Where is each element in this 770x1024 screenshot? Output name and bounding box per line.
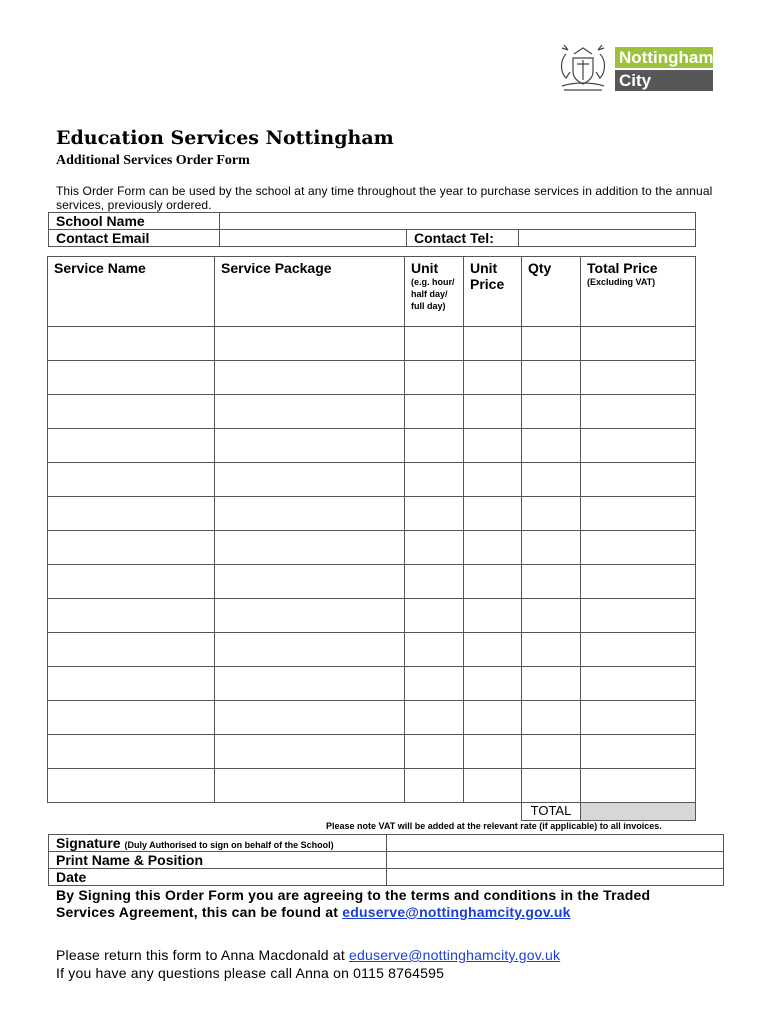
- qty-cell[interactable]: [522, 361, 581, 395]
- unit-cell[interactable]: [405, 633, 464, 667]
- qty-cell[interactable]: [522, 565, 581, 599]
- total-price-cell[interactable]: [581, 395, 696, 429]
- unit-price-cell[interactable]: [464, 531, 522, 565]
- qty-cell[interactable]: [522, 429, 581, 463]
- total-value-field[interactable]: [581, 803, 696, 821]
- service-package-cell[interactable]: [215, 463, 405, 497]
- contact-tel-field[interactable]: [519, 230, 696, 247]
- return-instructions: [56, 946, 560, 982]
- service-name-cell[interactable]: [48, 769, 215, 803]
- unit-cell[interactable]: [405, 429, 464, 463]
- total-price-cell[interactable]: [581, 327, 696, 361]
- table-row: [48, 769, 696, 803]
- table-row: [48, 497, 696, 531]
- print-name-label: Print Name & Position: [49, 852, 387, 869]
- unit-cell[interactable]: [405, 667, 464, 701]
- unit-price-cell[interactable]: [464, 701, 522, 735]
- header-total-price: Total Price (Excluding VAT): [581, 257, 696, 327]
- total-price-cell[interactable]: [581, 463, 696, 497]
- table-row: [48, 735, 696, 769]
- contact-email-field[interactable]: [220, 230, 407, 247]
- unit-price-cell[interactable]: [464, 565, 522, 599]
- qty-cell[interactable]: [522, 667, 581, 701]
- unit-price-cell[interactable]: [464, 633, 522, 667]
- table-row: [48, 599, 696, 633]
- agreement-line-2: Services Agreement, this can be found at eduserve@nottinghamcity.gov.uk: [56, 904, 571, 920]
- header-qty: Qty: [522, 257, 581, 327]
- header-total-price-sub: (Excluding VAT): [587, 277, 656, 287]
- intro-text: This Order Form can be used by the school at any time throughout the year to purchase services in addition to the annual services, previously ordered.: [56, 184, 713, 212]
- total-price-cell[interactable]: [581, 599, 696, 633]
- signature-table: [48, 834, 724, 886]
- service-name-cell[interactable]: [48, 599, 215, 633]
- unit-cell[interactable]: [405, 531, 464, 565]
- qty-cell[interactable]: [522, 463, 581, 497]
- service-name-cell[interactable]: [48, 565, 215, 599]
- print-name-field[interactable]: [387, 852, 724, 869]
- service-package-cell[interactable]: [215, 497, 405, 531]
- service-name-cell[interactable]: [48, 633, 215, 667]
- service-package-cell[interactable]: [215, 361, 405, 395]
- unit-price-cell[interactable]: [464, 735, 522, 769]
- total-price-cell[interactable]: [581, 667, 696, 701]
- form-subtitle: Additional Services Order Form: [56, 153, 250, 168]
- table-row: [48, 531, 696, 565]
- service-name-cell[interactable]: [48, 395, 215, 429]
- unit-cell[interactable]: [405, 599, 464, 633]
- table-row: [48, 463, 696, 497]
- signature-sublabel: (Duly Authorised to sign on behalf of the School): [124, 840, 334, 850]
- table-row: [48, 701, 696, 735]
- service-package-cell[interactable]: [215, 395, 405, 429]
- service-name-cell[interactable]: [48, 327, 215, 361]
- service-package-cell[interactable]: [215, 633, 405, 667]
- document-title: Education Services Nottingham: [56, 127, 394, 149]
- logo-line-2: City Council: [615, 70, 713, 91]
- service-package-cell[interactable]: [215, 429, 405, 463]
- qty-cell[interactable]: [522, 327, 581, 361]
- header-service-name: Service Name: [48, 257, 215, 327]
- header-unit-sub: (e.g. hour/ half day/ full day): [411, 277, 455, 311]
- table-row: [48, 327, 696, 361]
- total-price-cell[interactable]: [581, 565, 696, 599]
- vat-note: Please note VAT will be added at the relevant rate (if applicable) to all invoices.: [326, 821, 662, 831]
- qty-cell[interactable]: [522, 633, 581, 667]
- signature-field[interactable]: [387, 835, 724, 852]
- total-price-cell[interactable]: [581, 633, 696, 667]
- unit-cell[interactable]: [405, 327, 464, 361]
- agreement-line-1: By Signing this Order Form you are agreeing to the terms and conditions in the Traded: [56, 887, 651, 903]
- date-label: Date: [49, 869, 387, 886]
- qty-cell[interactable]: [522, 497, 581, 531]
- unit-cell[interactable]: [405, 769, 464, 803]
- agreement-text: [56, 887, 650, 921]
- contact-email-label: Contact Email: [49, 230, 220, 247]
- unit-cell[interactable]: [405, 701, 464, 735]
- service-package-cell[interactable]: [215, 735, 405, 769]
- qty-cell[interactable]: [522, 599, 581, 633]
- school-info-table: [48, 212, 696, 247]
- unit-cell[interactable]: [405, 395, 464, 429]
- unit-price-cell[interactable]: [464, 667, 522, 701]
- service-package-cell[interactable]: [215, 531, 405, 565]
- qty-cell[interactable]: [522, 395, 581, 429]
- unit-price-cell[interactable]: [464, 463, 522, 497]
- service-name-cell[interactable]: [48, 531, 215, 565]
- service-name-cell[interactable]: [48, 667, 215, 701]
- total-price-cell[interactable]: [581, 361, 696, 395]
- service-package-cell[interactable]: [215, 565, 405, 599]
- table-row: [48, 361, 696, 395]
- service-name-cell[interactable]: [48, 429, 215, 463]
- unit-cell[interactable]: [405, 463, 464, 497]
- service-package-cell[interactable]: [215, 667, 405, 701]
- order-items-table: [47, 256, 696, 821]
- service-package-cell[interactable]: [215, 701, 405, 735]
- table-row: [48, 395, 696, 429]
- qty-cell[interactable]: [522, 769, 581, 803]
- qty-cell[interactable]: [522, 701, 581, 735]
- unit-cell[interactable]: [405, 565, 464, 599]
- school-name-label: School Name: [49, 213, 220, 230]
- logo-line-1: Nottingham: [615, 47, 713, 68]
- return-line-1: Please return this form to Anna Macdonald at eduserve@nottinghamcity.gov.uk: [56, 947, 561, 963]
- service-package-cell[interactable]: [215, 327, 405, 361]
- return-line-2: If you have any questions please call Anna on 0115 8764595: [56, 965, 445, 981]
- service-name-cell[interactable]: [48, 497, 215, 531]
- contact-tel-label: Contact Tel:: [407, 230, 519, 247]
- total-price-cell[interactable]: [581, 769, 696, 803]
- unit-price-cell[interactable]: [464, 361, 522, 395]
- unit-price-cell[interactable]: [464, 327, 522, 361]
- total-price-cell[interactable]: [581, 429, 696, 463]
- service-name-cell[interactable]: [48, 361, 215, 395]
- header-service-package: Service Package: [215, 257, 405, 327]
- total-label: TOTAL: [522, 803, 581, 821]
- unit-price-cell[interactable]: [464, 497, 522, 531]
- unit-cell[interactable]: [405, 497, 464, 531]
- qty-cell[interactable]: [522, 531, 581, 565]
- total-price-cell[interactable]: [581, 531, 696, 565]
- service-name-cell[interactable]: [48, 463, 215, 497]
- unit-price-cell[interactable]: [464, 395, 522, 429]
- unit-price-cell[interactable]: [464, 769, 522, 803]
- total-price-cell[interactable]: [581, 701, 696, 735]
- service-package-cell[interactable]: [215, 769, 405, 803]
- header-unit: Unit (e.g. hour/ half day/ full day): [405, 257, 464, 327]
- service-package-cell[interactable]: [215, 599, 405, 633]
- unit-price-cell[interactable]: [464, 599, 522, 633]
- unit-price-cell[interactable]: [464, 429, 522, 463]
- service-name-cell[interactable]: [48, 701, 215, 735]
- date-field[interactable]: [387, 869, 724, 886]
- service-name-cell[interactable]: [48, 735, 215, 769]
- table-row: [48, 565, 696, 599]
- header-unit-price: Unit Price: [464, 257, 522, 327]
- qty-cell[interactable]: [522, 735, 581, 769]
- coat-of-arms-icon: [554, 42, 612, 94]
- unit-cell[interactable]: [405, 361, 464, 395]
- return-email-link[interactable]: eduserve@nottinghamcity.gov.uk: [349, 947, 561, 963]
- table-row: [48, 667, 696, 701]
- total-price-cell[interactable]: [581, 735, 696, 769]
- unit-cell[interactable]: [405, 735, 464, 769]
- council-logo: [615, 47, 714, 111]
- total-price-cell[interactable]: [581, 497, 696, 531]
- table-row: [48, 633, 696, 667]
- signature-label: Signature (Duly Authorised to sign on behalf of the School): [49, 835, 387, 852]
- agreement-email-link[interactable]: eduserve@nottinghamcity.gov.uk: [342, 904, 571, 920]
- school-name-field[interactable]: [220, 213, 696, 230]
- table-row: [48, 429, 696, 463]
